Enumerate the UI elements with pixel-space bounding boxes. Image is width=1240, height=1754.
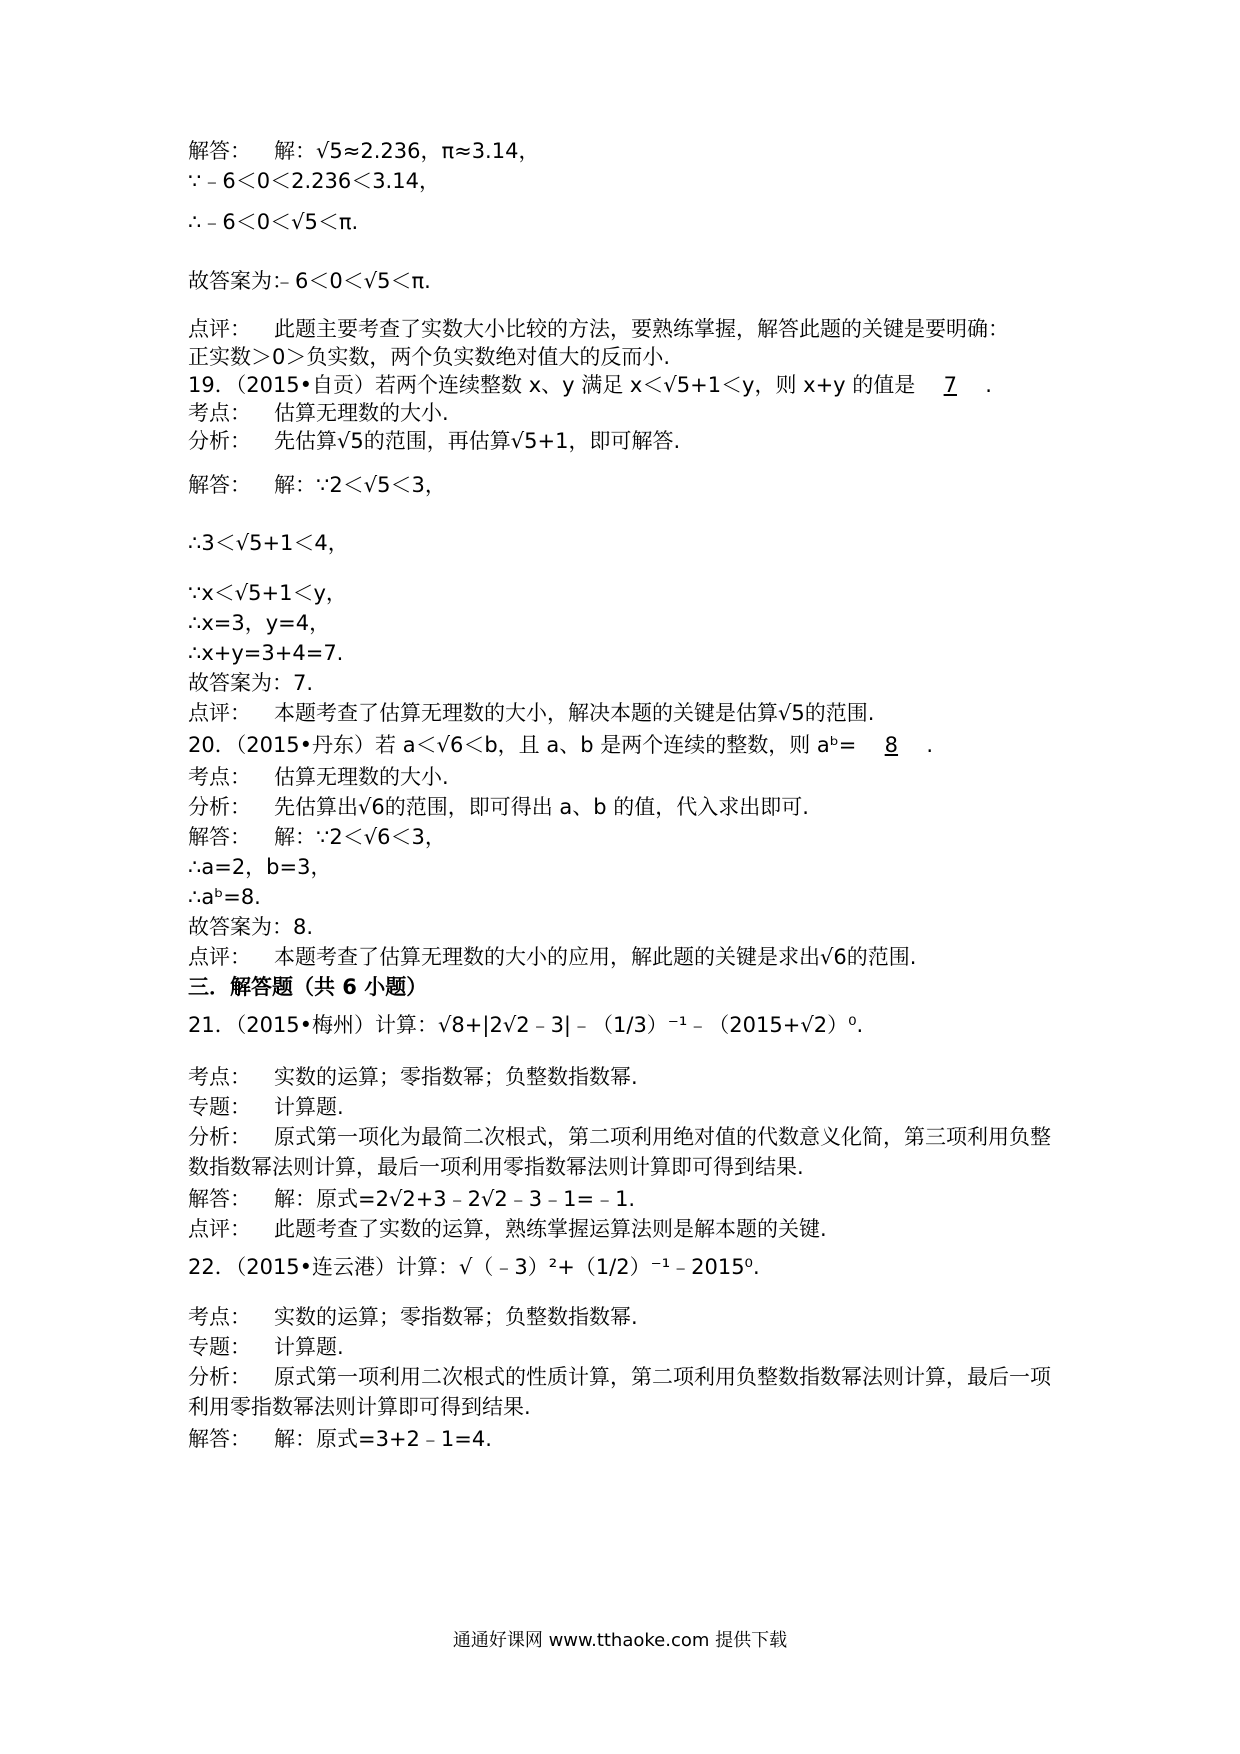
line-text: 原式第一项化为最简二次根式，第二项利用绝对值的代数意义化简，第三项利用负整数指数幂法则计算，最后一项利用零指数幂法则计算即可得到结果. [188,1125,1051,1179]
line-label: 专题： [188,1335,251,1359]
line-text: 解：∵2＜√5＜3， [274,473,446,497]
line-text: 正实数＞0＞负实数，两个负实数绝对值大的反而小. [188,345,671,369]
line-label: 考点： [188,1065,251,1089]
line-label: 点评： [188,701,251,725]
section-heading [188,972,427,1002]
answer-line [188,136,539,166]
answer-blank: 8 [884,733,899,757]
answer-blank: 7 [943,373,957,397]
line-label: 故答案为： [188,269,293,293]
line-text: ∴﹣6＜0＜√5＜π. [188,210,359,234]
line-text: ∴x+y=3+4=7. [188,641,344,665]
question-22 [188,1252,760,1282]
line-text: 解：∵2＜√6＜3， [274,825,446,849]
text-line [188,207,358,237]
answer-line [188,1184,635,1214]
text-line [188,608,330,638]
question-suffix: . [985,373,992,397]
line-text: 先估算出√6的范围，即可得出 a、b 的值，代入求出即可. [274,795,809,819]
line-text: 估算无理数的大小. [274,401,449,425]
line-label: 分析： [188,1125,251,1149]
topic-line [188,762,449,792]
answer-line [188,470,446,500]
line-text: 本题考查了估算无理数的大小的应用，解此题的关键是求出√6的范围. [274,945,917,969]
line-text: 故答案为：7. [188,671,314,695]
line-text: 此题考查了实数的运算，熟练掌握运算法则是解本题的关键. [274,1217,827,1241]
line-text: 计算题. [274,1335,344,1359]
question-19 [188,370,992,400]
line-label: 考点： [188,401,251,425]
text-line [188,166,440,196]
line-text: ∴aᵇ=8. [188,885,261,909]
line-text: 先估算√5的范围，再估算√5+1，即可解答. [274,429,681,453]
line-text: ∵﹣6＜0＜2.236＜3.14， [188,169,440,193]
text-line [188,882,261,912]
line-text: 解：原式=2√2+3﹣2√2﹣3﹣1=﹣1. [274,1187,636,1211]
analysis-line [188,1122,1068,1182]
answer-line [188,822,446,852]
line-text: ∴x=3，y=4， [188,611,331,635]
line-label: 解答： [188,1427,251,1451]
line-label: 点评： [188,317,251,341]
line-text: 估算无理数的大小. [274,765,449,789]
line-text: 实数的运算；零指数幂；负整数指数幂. [274,1305,638,1329]
line-label: 分析： [188,1365,251,1389]
analysis-line [188,426,680,456]
line-text: 解：原式=3+2﹣1=4. [274,1427,492,1451]
analysis-line [188,792,809,822]
line-label: 专题： [188,1095,251,1119]
question-text: 20．（2015•丹东）若 a＜√6＜b，且 a、b 是两个连续的整数，则 aᵇ= [188,733,857,757]
topic-line [188,1062,638,1092]
line-text: 原式第一项利用二次根式的性质计算，第二项利用负整数指数幂法则计算，最后一项利用零指数幂法则计算即可得到结果. [188,1365,1051,1419]
question-20 [188,730,933,760]
line-label: 解答： [188,473,251,497]
text-line [188,668,313,698]
text-line [188,852,331,882]
line-label: 分析： [188,795,251,819]
line-label: 解答： [188,139,251,163]
line-text: 本题考查了估算无理数的大小，解决本题的关键是估算√5的范围. [274,701,875,725]
analysis-line [188,1362,1068,1422]
line-text: 解：√5≈2.236，π≈3.14， [274,139,540,163]
category-line [188,1092,344,1122]
line-label: 考点： [188,1305,251,1329]
line-label: 解答： [188,1187,251,1211]
line-label: 分析： [188,429,251,453]
comment-line [188,314,1009,344]
comment-line [188,698,874,728]
line-label: 点评： [188,945,251,969]
line-text: 故答案为：8. [188,915,314,939]
topic-line [188,1302,638,1332]
comment-line [188,1214,827,1244]
heading-text: 三．解答题（共 6 小题） [188,975,428,999]
line-label: 考点： [188,765,251,789]
text-line [188,638,343,668]
line-text: ∴a=2，b=3， [188,855,332,879]
line-text: ∵x＜√5+1＜y， [188,581,347,605]
question-text: 19．（2015•自贡）若两个连续整数 x、y 满足 x＜√5+1＜y，则 x+y 的值是 [188,373,916,397]
line-text: ﹣6＜0＜√5＜π. [274,269,431,293]
text-line [188,342,670,372]
line-text: 计算题. [274,1095,344,1119]
line-text: 实数的运算；零指数幂；负整数指数幂. [274,1065,638,1089]
line-label: 点评： [188,1217,251,1241]
comment-line [188,942,916,972]
question-suffix: . [926,733,934,757]
answer-line [188,1424,492,1454]
page-footer: 通通好课网 www.tthaoke.com 提供下载 [452,1630,788,1651]
answer-line [188,266,431,296]
question-text: 22．（2015•连云港）计算：√（﹣3）²+（1/2）⁻¹﹣2015⁰. [188,1255,760,1279]
text-line [188,578,347,608]
line-text: ∴3＜√5+1＜4， [188,531,349,555]
line-label: 解答： [188,825,251,849]
question-21 [188,1010,863,1040]
text-line [188,528,349,558]
text-line [188,912,313,942]
question-text: 21．（2015•梅州）计算：√8+|2√2﹣3|﹣（1/3）⁻¹﹣（2015+√2）⁰. [188,1013,864,1037]
topic-line [188,398,449,428]
category-line [188,1332,344,1362]
line-text: 此题主要考查了实数大小比较的方法，要熟练掌握，解答此题的关键是要明确： [274,317,1009,341]
